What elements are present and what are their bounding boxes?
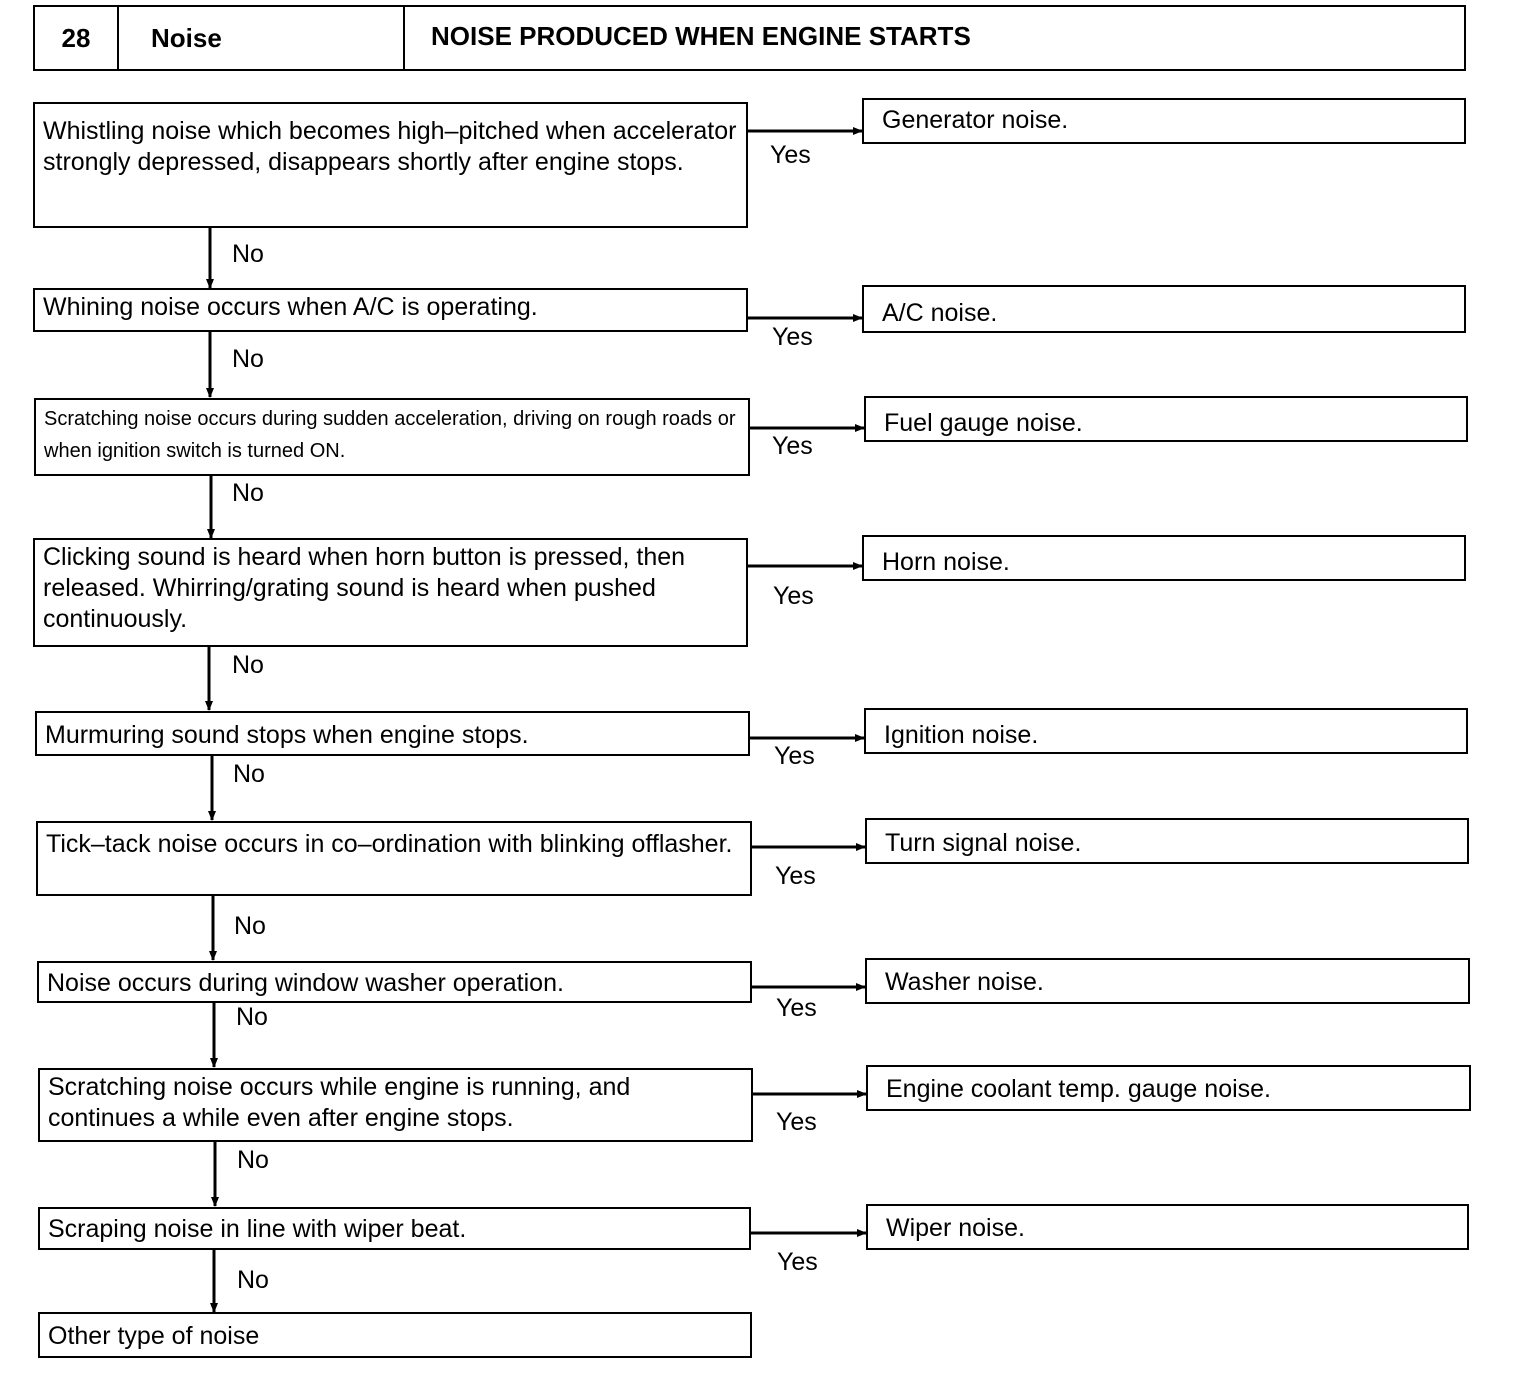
final-box	[38, 1312, 752, 1358]
question-box	[33, 288, 748, 332]
page-title: NOISE PRODUCED WHEN ENGINE STARTS	[431, 21, 971, 51]
question-box	[36, 821, 752, 896]
yes-label: Yes	[770, 141, 811, 169]
no-label: No	[232, 651, 264, 679]
no-label: No	[232, 240, 264, 268]
result-text: Washer noise.	[885, 968, 1044, 996]
final-text: Other type of noise	[48, 1322, 260, 1350]
question-box	[33, 538, 748, 647]
result-text: Turn signal noise.	[885, 829, 1082, 857]
yes-label: Yes	[776, 1108, 817, 1136]
result-box	[862, 285, 1466, 333]
yes-label: Yes	[772, 323, 813, 351]
question-box	[34, 398, 750, 476]
result-text: Ignition noise.	[884, 721, 1039, 749]
question-box	[37, 961, 752, 1003]
section-number: 28	[35, 7, 119, 69]
no-label: No	[236, 1003, 268, 1031]
result-text: Fuel gauge noise.	[884, 409, 1083, 437]
no-label: No	[234, 912, 266, 940]
result-box	[862, 98, 1466, 144]
question-box	[38, 1068, 753, 1142]
result-box	[866, 1065, 1471, 1111]
no-label: No	[232, 345, 264, 373]
result-box	[864, 708, 1468, 754]
question-box	[33, 102, 748, 228]
question-text: Scratching noise occurs during sudden acceleration, driving on rough roads or when ignition switch is turned ON.	[44, 408, 736, 462]
yes-label: Yes	[774, 742, 815, 770]
question-text: Scratching noise occurs while engine is running, and continues a while even after engine stops.	[48, 1073, 631, 1132]
result-box	[865, 958, 1470, 1004]
question-text: Whining noise occurs when A/C is operating.	[43, 293, 538, 321]
yes-label: Yes	[773, 582, 814, 610]
yes-label: Yes	[777, 1248, 818, 1276]
no-label: No	[233, 760, 265, 788]
question-text: Murmuring sound stops when engine stops.	[45, 721, 529, 749]
yes-label: Yes	[776, 994, 817, 1022]
no-label: No	[237, 1146, 269, 1174]
result-box	[866, 1204, 1469, 1250]
result-text: Generator noise.	[882, 106, 1069, 134]
question-text: Whistling noise which becomes high–pitched when accelerator strongly depressed, disappears shortly after engine stops.	[43, 117, 737, 176]
section-category: Noise	[119, 7, 405, 69]
question-box	[35, 711, 750, 756]
result-text: Wiper noise.	[886, 1214, 1025, 1242]
question-text: Clicking sound is heard when horn button is pressed, then released. Whirring/grating sound is heard when pushed continuously.	[43, 543, 686, 633]
question-text: Scraping noise in line with wiper beat.	[48, 1215, 467, 1243]
question-text: Noise occurs during window washer operation.	[47, 969, 564, 997]
question-box	[38, 1207, 751, 1250]
result-box	[862, 535, 1466, 581]
result-box	[865, 818, 1469, 864]
result-text: Engine coolant temp. gauge noise.	[886, 1075, 1271, 1103]
yes-label: Yes	[772, 432, 813, 460]
result-text: Horn noise.	[882, 548, 1010, 576]
yes-label: Yes	[775, 862, 816, 890]
no-label: No	[237, 1266, 269, 1294]
no-label: No	[232, 479, 264, 507]
question-text: Tick–tack noise occurs in co–ordination with blinking offlasher.	[46, 830, 733, 858]
result-box	[864, 396, 1468, 442]
result-text: A/C noise.	[882, 299, 998, 327]
